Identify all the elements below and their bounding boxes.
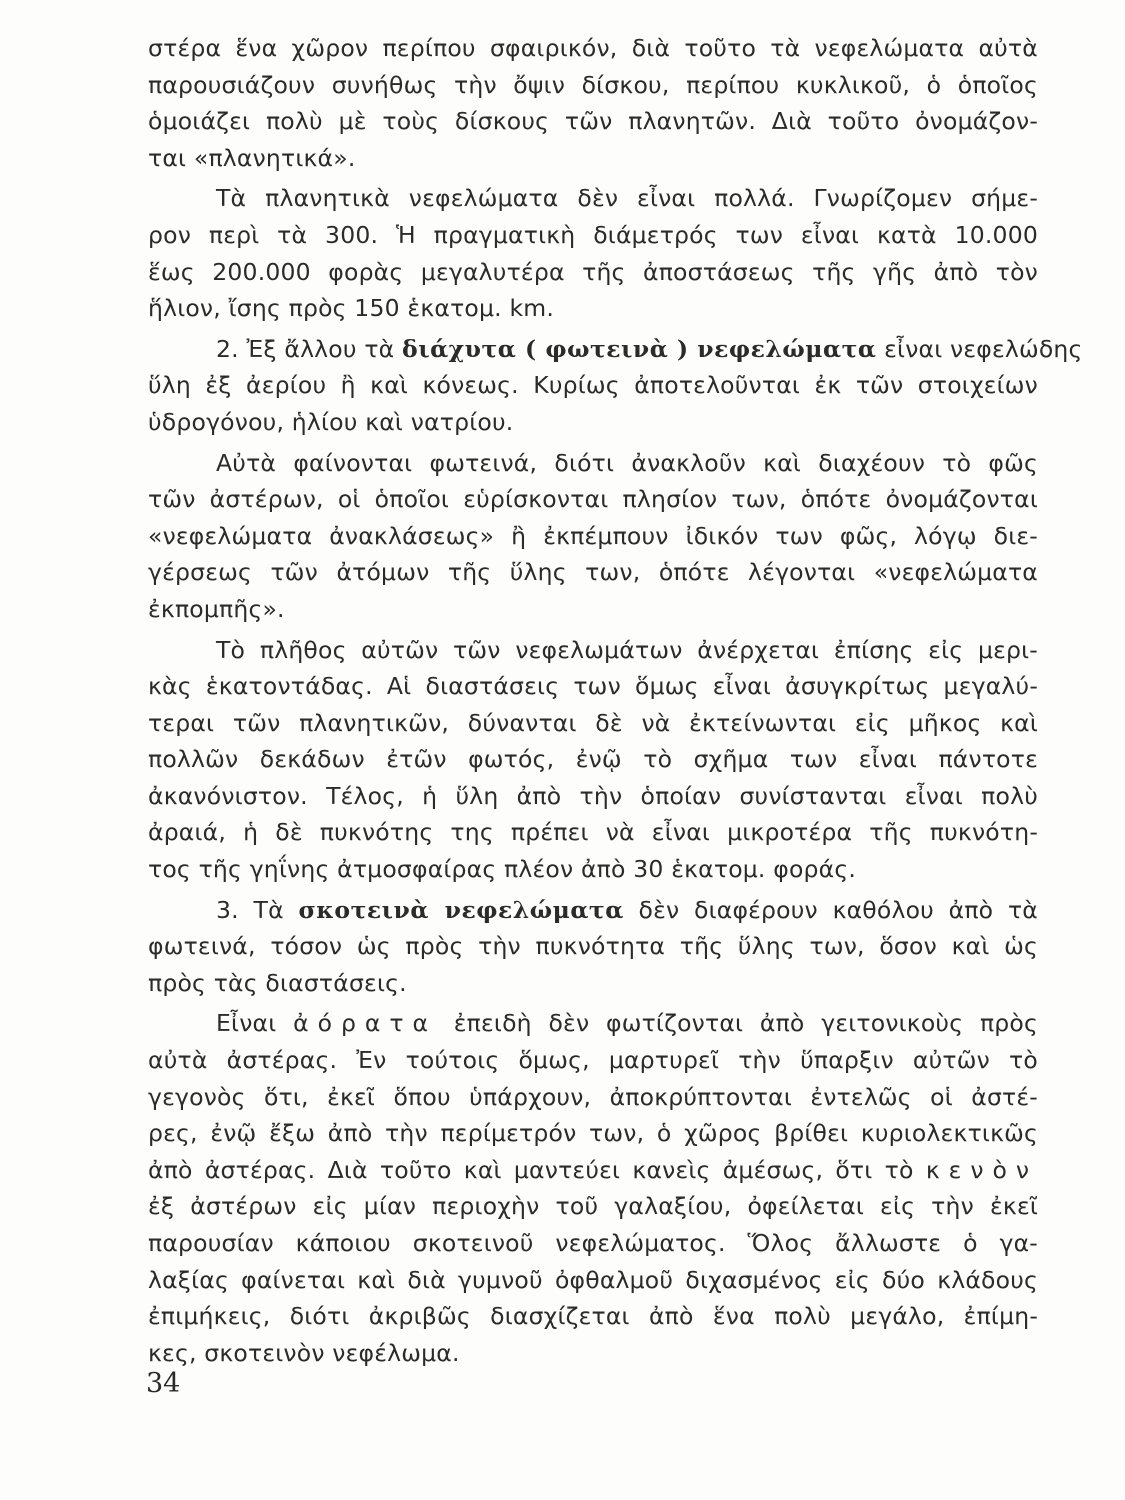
text-line: ὑδρογόνου, ἡλίου καὶ νατρίου. — [148, 407, 514, 436]
page-number: 34 — [146, 1368, 181, 1399]
text-line: τῶν ἀστέρων, οἱ ὁποῖοι εὑρίσκονται πλησίον των, ὁπότε ὀνομάζονται — [148, 485, 1038, 514]
paragraph — [148, 180, 1038, 326]
text-line: παρουσίαν κάποιου σκοτεινοῦ νεφελώματος. Ὅλος ἄλλωστε ὁ γα- — [148, 1229, 1038, 1257]
text-line: ὕλη ἐξ ἀερίου ἢ καὶ κόνεως. Κυρίως ἀποτελοῦνται ἐκ τῶν στοιχείων — [148, 371, 1038, 400]
text-line: παρουσιάζουν συνήθως τὴν ὄψιν δίσκου, περίπου κυκλικοῦ, ὁ ὁποῖος — [148, 70, 1038, 99]
text-line: αὐτὰ ἀστέρας. Ἐν τούτοις ὅμως, μαρτυρεῖ τὴν ὕπαρξιν αὐτῶν τὸ — [148, 1046, 1038, 1075]
text-line: ἕως 200.000 φορὰς μεγαλυτέρα τῆς ἀποστάσεως τῆς γῆς ἀπὸ τὸν — [148, 257, 1038, 286]
text-line: πρὸς τὰς διαστάσεις. — [148, 968, 407, 997]
text-line: ὁμοιάζει πολὺ μὲ τοὺς δίσκους τῶν πλανητῶν. Διὰ τοῦτο ὀνομάζον- — [148, 107, 1038, 136]
text-line: ἐξ ἀστέρων εἰς μίαν περιοχὴν τοῦ γαλαξίου, ὀφείλεται εἰς τὴν ἐκεῖ — [148, 1192, 1038, 1221]
text-line: ἀκανόνιστον. Τέλος, ἡ ὕλη ἀπὸ τὴν ὁποίαν συνίστανται εἶναι πολὺ — [148, 781, 1038, 810]
text-line: ρες, ἐνῷ ἔξω ἀπὸ τὴν περίμετρόν των, ὁ χῶρος βρίθει κυριολεκτικῶς — [148, 1119, 1038, 1148]
text-line: γέρσεως τῶν ἀτόμων τῆς ὕλης των, ὁπότε λέγονται «νεφελώματα — [148, 558, 1038, 587]
paragraph — [148, 445, 1038, 628]
text-line: Εἶναι ἀόρατα ἐπειδὴ δὲν φωτίζονται ἀπὸ γειτονικοὺς πρὸς — [216, 1009, 1038, 1038]
text-line: κες, σκοτεινὸν νεφέλωμα. — [148, 1338, 460, 1367]
text-line: Αὐτὰ φαίνονται φωτεινά, διότι ἀνακλοῦν καὶ διαχέουν τὸ φῶς — [216, 448, 1038, 477]
paragraph — [148, 892, 1038, 1002]
text-line: γεγονὸς ὅτι, ἐκεῖ ὅπου ὑπάρχουν, ἀποκρύπτονται ἐντελῶς οἱ ἀστέ- — [148, 1082, 1038, 1111]
body-text — [148, 30, 1083, 1371]
text-line: κὰς ἑκατοντάδας. Αἱ διαστάσεις των ὅμως εἶναι ἀσυγκρίτως μεγαλύ- — [148, 672, 1038, 701]
text-line: ἐκπομπῆς». — [148, 594, 285, 623]
text-line: ρον περὶ τὰ 300. Ἡ πραγματικὴ διάμετρός των εἶναι κατὰ 10.000 — [148, 220, 1038, 249]
text-line: Τὰ πλανητικὰ νεφελώματα δὲν εἶναι πολλά. Γνωρίζομεν σήμε- — [216, 184, 1038, 213]
text-line: ἀπὸ ἀστέρας. Διὰ τοῦτο καὶ μαντεύει κανεὶς ἀμέσως, ὅτι τὸ κενὸν — [148, 1155, 1038, 1184]
paragraph — [148, 331, 1083, 441]
bold-term: διάχυτα ( φωτεινὰ ) νεφελώματα — [402, 334, 877, 363]
paragraph — [148, 30, 1038, 176]
text-line: ἀραιά, ἡ δὲ πυκνότης της πρέπει νὰ εἶναι μικροτέρα τῆς πυκνότη- — [148, 818, 1038, 847]
text-line: Τὸ πλῆθος αὐτῶν τῶν νεφελωμάτων ἀνέρχεται ἐπίσης εἰς μερι- — [216, 635, 1038, 664]
paragraph — [148, 632, 1038, 888]
text-line: πολλῶν δεκάδων ἐτῶν φωτός, ἐνῷ τὸ σχῆμα των εἶναι πάντοτε — [148, 745, 1038, 774]
spaced-term: ἀόρατα — [293, 1009, 438, 1038]
text-line: ἐπιμήκεις, διότι ἀκριβῶς διασχίζεται ἀπὸ ἕνα πολὺ μεγάλο, ἐπίμη- — [148, 1302, 1038, 1331]
text-line: φωτεινά, τόσον ὡς πρὸς τὴν πυκνότητα τῆς ὕλης των, ὅσον καὶ ὡς — [148, 932, 1038, 961]
text-line: ἥλιον, ἴσης πρὸς 150 ἑκατομ. km. — [148, 294, 555, 323]
text-line: τος τῆς γηΐνης ἀτμοσφαίρας πλέον ἀπὸ 30 ἑκατομ. φοράς. — [148, 855, 857, 884]
spaced-term: κενὸν — [925, 1155, 1038, 1184]
bold-term: σκοτεινὰ νεφελώματα — [298, 895, 624, 924]
text-line: λαξίας φαίνεται καὶ διὰ γυμνοῦ ὀφθαλμοῦ διχασμένος εἰς δύο κλάδους — [148, 1265, 1038, 1294]
text-line: ται «πλανητικά». — [148, 143, 356, 172]
text-line: 3. Τὰ σκοτεινὰ νεφελώματα δὲν διαφέρουν καθόλου ἀπὸ τὰ — [216, 895, 1038, 924]
text-line: 2. Ἐξ ἄλλου τὰ διάχυτα ( φωτεινὰ ) νεφελώματα εἶναι νεφελώδης — [216, 334, 1083, 363]
paragraph — [148, 1005, 1038, 1371]
text-line: τεραι τῶν πλανητικῶν, δύνανται δὲ νὰ ἐκτείνωνται εἰς μῆκος καὶ — [148, 708, 1038, 737]
text-line: «νεφελώματα ἀνακλάσεως» ἢ ἐκπέμπουν ἰδικόν των φῶς, λόγῳ διε- — [148, 521, 1038, 550]
text-line: στέρα ἕνα χῶρον περίπου σφαιρικόν, διὰ τοῦτο τὰ νεφελώματα αὐτὰ — [148, 34, 1038, 62]
